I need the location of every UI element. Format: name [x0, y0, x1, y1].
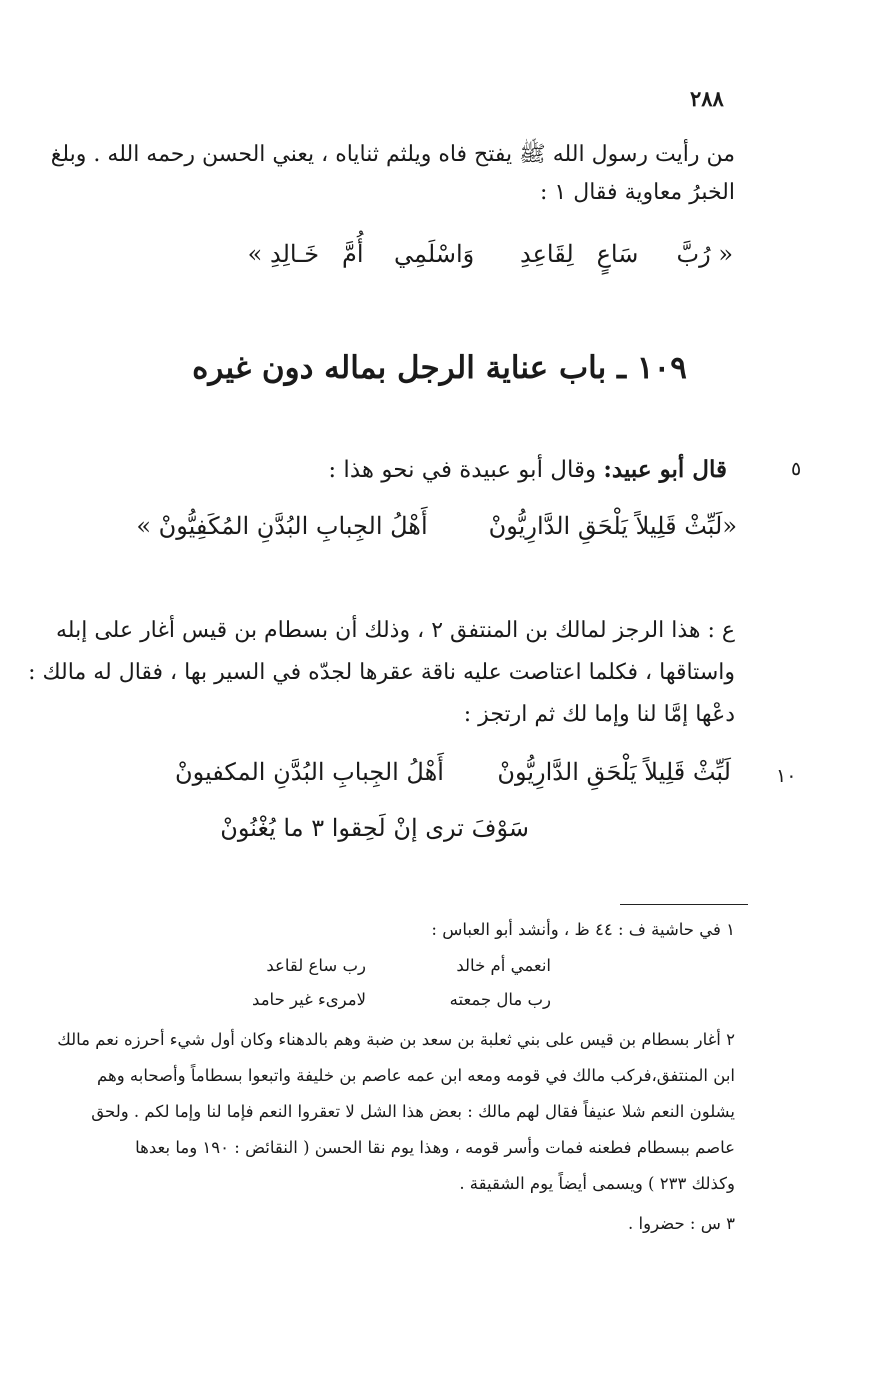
intro-line-2: الخبرُ معاوية فقال ١ : — [540, 180, 735, 205]
footnote-2-line-1: ٢ أغار بسطام بن قيس على بني ثعلبة بن سعد بن ضبة وهم بالدهناء وكان أول شيء أحرزه نعم مالك — [57, 1030, 735, 1049]
verse-3-half-2: أَهْلُ الجِبابِ البُدَّنِ المكفيونْ — [174, 758, 444, 786]
verse-1-word: سَاعٍ — [596, 240, 639, 268]
verse-1-word: لِقَاعِدِ — [520, 240, 574, 268]
verse-1-word: أُمَّ — [341, 240, 364, 268]
verse-1-close: » — [247, 240, 263, 268]
commentary-line-3: دعْها إمَّا لنا وإما لك ثم ارتجز : — [463, 702, 735, 727]
footnote-3: ٣ س : حضروا . — [628, 1214, 735, 1233]
section-heading: ١٠٩ ـ باب عناية الرجل بماله دون غيره — [192, 350, 687, 386]
verse-1 — [248, 240, 733, 268]
verse-1-word: وَاسْلَمِي — [394, 240, 475, 268]
intro-line-1: من رأيت رسول الله ﷺ يفتح فاه ويلثم ثناياه ، يعني الحسن رحمه الله . وبلغ — [50, 142, 735, 167]
footnote-2-line-5: وكذلك ٢٣٣ ) ويسمى أيضاً يوم الشقيقة . — [459, 1174, 735, 1193]
footnote-1-intro: ١ في حاشية ف : ٤٤ ظ ، وأنشد أبو العباس : — [431, 920, 735, 939]
verse-3-half-1: لَبِّثْ قَلِيلاً يَلْحَقِ الدَّارِيُّونْ — [497, 758, 731, 786]
footnote-1-verse: رب ساع لقاعد — [266, 956, 366, 975]
line-marker-10: ١٠ — [776, 765, 797, 787]
verse-1-word: خَـالِدِ — [269, 240, 320, 268]
verse-1-open: « — [718, 240, 733, 268]
commentary-line-1: ع : هذا الرجز لمالك بن المنتفق ٢ ، وذلك أن بسطام بن قيس أغار على إبله — [56, 618, 735, 643]
verse-3-line-2: سَوْفَ ترى إنْ لَحِقوا ٣ ما يُغْنُونْ — [220, 814, 529, 842]
commentary-line-2: واستاقها ، فكلما اعتاصت عليه ناقة عقرها لجدّه في السير بها ، فقال له مالك : — [28, 660, 735, 685]
quote-text: وقال أبو عبيدة في نحو هذا : — [328, 457, 597, 483]
footnote-2-line-2: ابن المنتفق،فركب مالك في قومه ومعه ابن عمه عاصم بن خليفة واتبعوا بسطاماً وأصحابه وهم — [97, 1066, 735, 1085]
footnote-1-verse: رب مال جمعته — [449, 990, 551, 1009]
verse-2 — [136, 512, 737, 540]
speaker-label: قال أبو عبيد: — [603, 456, 727, 483]
page-number: ٢٨٨ — [690, 86, 724, 111]
footnote-1-verse: انعمي أم خالد — [456, 956, 551, 975]
footnote-2-line-3: يشلون النعم شلا عنيفاً فقال لهم مالك : بعض هذا الشل لا تعقروا النعم فإما لنا وإما لكم . ولحق — [91, 1102, 735, 1121]
quote-line — [328, 456, 727, 483]
verse-2-half-1: «لَبِّثْ قَلِيلاً يَلْحَقِ الدَّارِيُّونْ — [488, 512, 737, 540]
verse-2-half-2: أَهْلُ الجِبابِ البُدَّنِ المُكَفِيُّونْ » — [136, 512, 428, 540]
line-marker-5: ٥ — [791, 458, 802, 480]
verse-1-word: رُبَّ — [676, 240, 711, 268]
verse-3-line-1 — [175, 758, 731, 786]
footnote-separator — [620, 904, 748, 905]
footnote-1-verse: لامرىء غير حامد — [252, 990, 366, 1009]
footnote-2-line-4: عاصم ببسطام فطعنه فمات وأسر قومه ، وهذا يوم نقا الحسن ( النقائض : ١٩٠ وما بعدها — [135, 1138, 735, 1157]
